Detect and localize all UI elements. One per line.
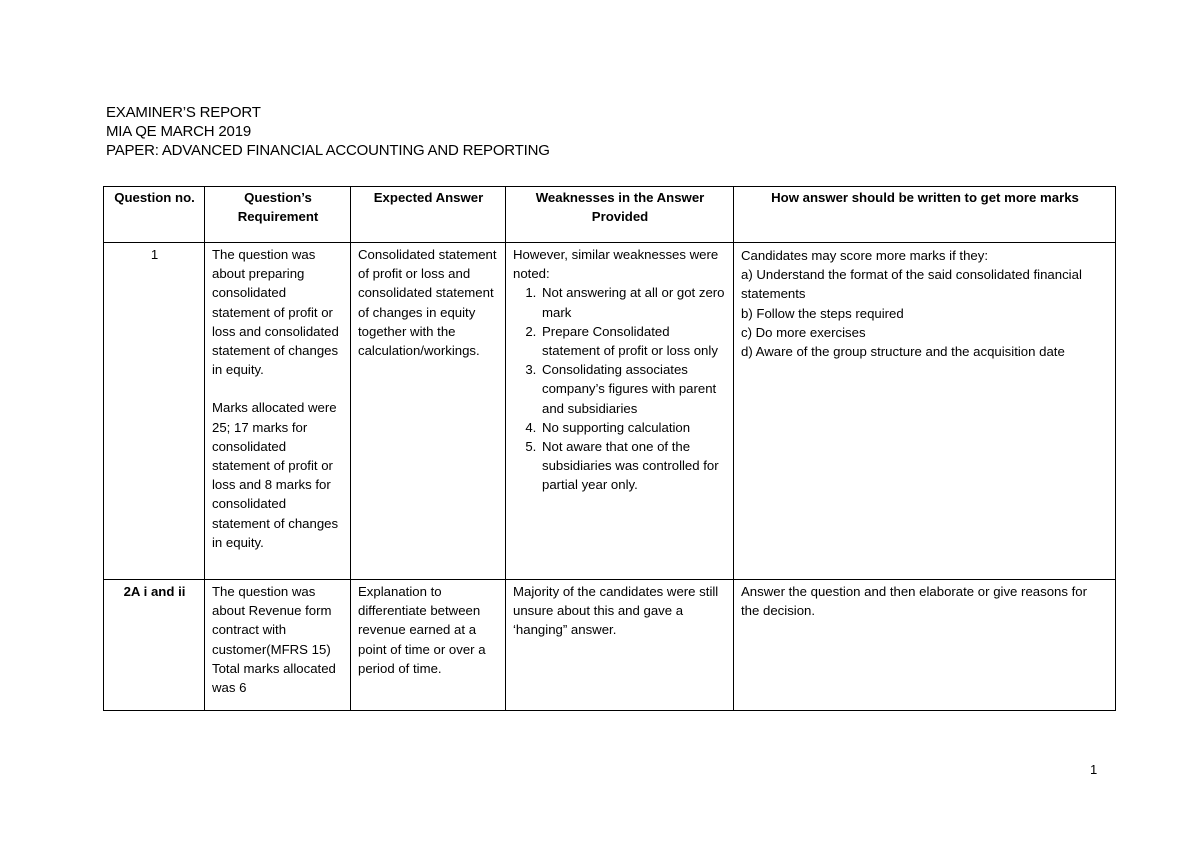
- table-header-row: [104, 187, 1116, 243]
- header-weaknesses: Weaknesses in the Answer Provided: [506, 187, 734, 243]
- expected-answer: Explanation to differentiate between revenue earned at a point of time or over a period of time.: [351, 580, 506, 711]
- header-improvement: How answer should be written to get more marks: [734, 187, 1116, 243]
- report-title: EXAMINER’S REPORT: [106, 104, 261, 121]
- list-item: 2. Prepare Consolidated statement of profit or loss only: [540, 322, 727, 360]
- examiner-report-table: [103, 186, 1116, 711]
- list-item: d) Aware of the group structure and the acquisition date: [741, 344, 1065, 360]
- exam-session: MIA QE MARCH 2019: [106, 123, 251, 140]
- list-item: 3. Consolidating associates company’s figures with parent and subsidiaries: [540, 360, 727, 418]
- header-question-no: Question no.: [104, 187, 205, 243]
- weaknesses: [506, 243, 734, 580]
- list-item: 1. Not answering at all or got zero mark: [540, 283, 727, 321]
- table-row: [104, 243, 1116, 580]
- list-item: c) Do more exercises: [741, 324, 866, 340]
- weakness-intro: However, similar weaknesses were noted:: [513, 247, 719, 282]
- list-item: 4. No supporting calculation: [540, 418, 727, 437]
- list-item: b) Follow the steps required: [741, 305, 904, 321]
- paper-title: PAPER: ADVANCED FINANCIAL ACCOUNTING AND REPORTING: [106, 142, 550, 159]
- question-requirement: The question was about Revenue form contract with customer(MFRS 15) Total marks allocated was 6: [205, 580, 351, 711]
- improve-intro: Candidates may score more marks if they:: [741, 248, 988, 263]
- header-expected-answer: Expected Answer: [351, 187, 506, 243]
- list-item: a) Understand the format of the said consolidated financial statements: [741, 267, 1082, 302]
- page-number: 1: [1090, 762, 1098, 777]
- list-item: 5. Not aware that one of the subsidiaries was controlled for partial year only.: [540, 437, 727, 495]
- improve-list: [741, 265, 1109, 361]
- improvement-advice: [734, 243, 1116, 580]
- weakness-list: [513, 283, 727, 494]
- question-requirement: [205, 243, 351, 580]
- expected-answer: Consolidated statement of profit or loss and consolidated statement of changes in equity together with the calculation/workings.: [351, 243, 506, 580]
- improvement-advice: Answer the question and then elaborate or give reasons for the decision.: [734, 580, 1116, 711]
- header-requirement: Question’s Requirement: [205, 187, 351, 243]
- question-number: 2A i and ii: [104, 580, 205, 711]
- requirement-paragraph: Marks allocated were 25; 17 marks for consolidated statement of profit or loss and 8 marks for consolidated statement of changes in equity.: [212, 400, 339, 550]
- report-header: [106, 103, 550, 160]
- requirement-paragraph: The question was about preparing consolidated statement of profit or loss and consolidated statement of changes in equity.: [212, 247, 339, 378]
- table-row: [104, 580, 1116, 711]
- weaknesses: Majority of the candidates were still unsure about this and gave a ‘hanging” answer.: [506, 580, 734, 711]
- question-number: 1: [104, 243, 205, 580]
